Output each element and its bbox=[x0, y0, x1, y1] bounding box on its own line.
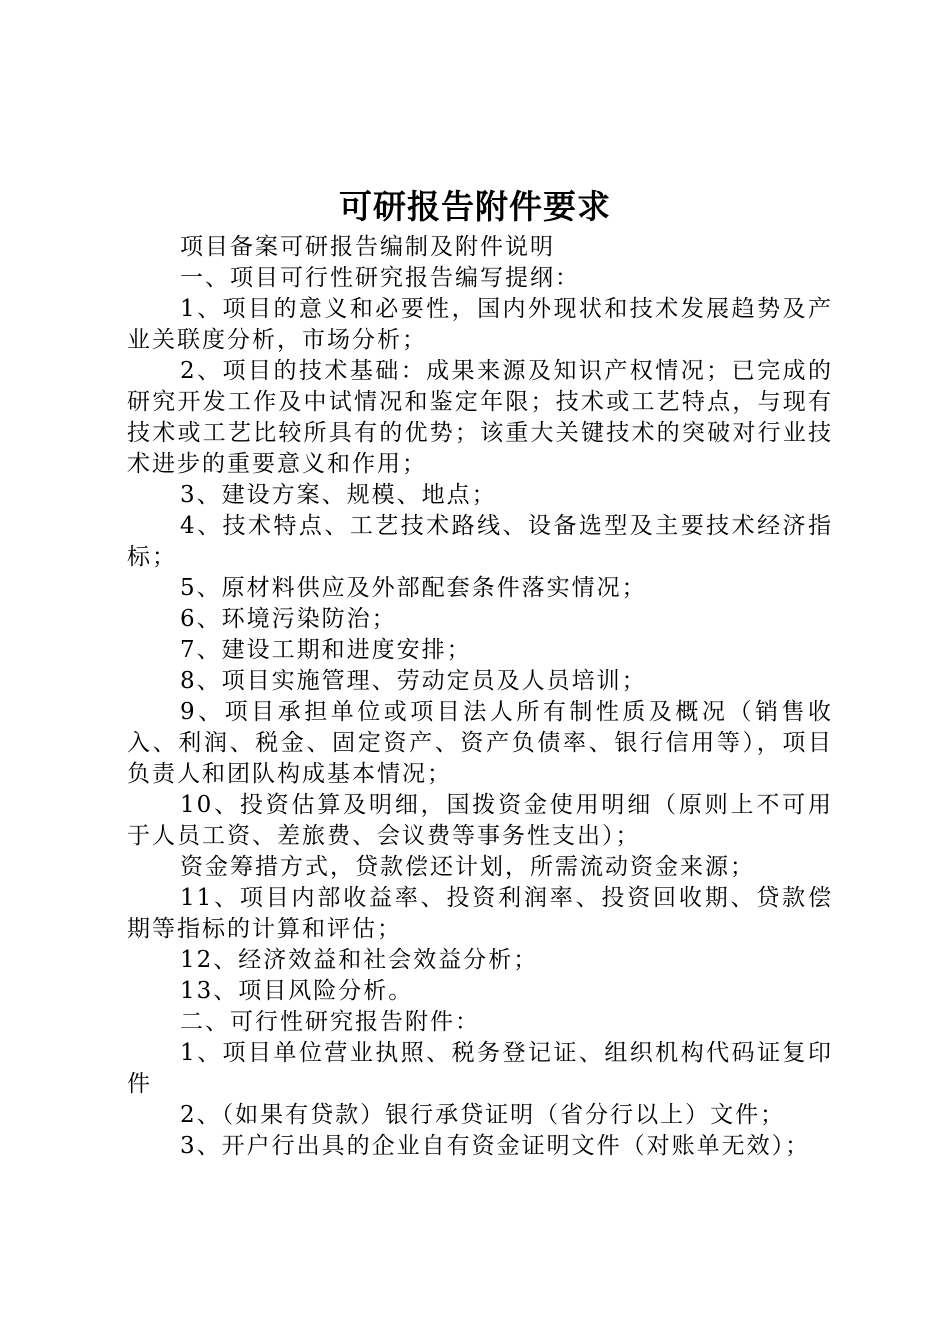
paragraph: 8、项目实施管理、劳动定员及人员培训； bbox=[180, 668, 647, 694]
paragraph: 项目备案可研报告编制及附件说明 bbox=[180, 234, 555, 260]
paragraph: 3、开户行出具的企业自有资金证明文件（对账单无效）； bbox=[180, 1133, 811, 1159]
paragraph: 9、项目承担单位或项目法人所有制性质及概况（销售收入、利润、税金、固定资产、资产负债率、银行信用等），项目负责人和团队构成基本情况； bbox=[127, 699, 833, 787]
paragraph: 4、技术特点、工艺技术路线、设备选型及主要技术经济指标； bbox=[127, 513, 833, 570]
paragraph: 12、经济效益和社会效益分析； bbox=[180, 947, 539, 973]
document-title: 可研报告附件要求 bbox=[339, 187, 611, 226]
paragraph: 7、建设工期和进度安排； bbox=[180, 637, 472, 663]
paragraph: 5、原材料供应及外部配套条件落实情况； bbox=[180, 575, 647, 601]
section-heading: 二、可行性研究报告附件： bbox=[180, 1009, 480, 1035]
paragraph: 1、项目单位营业执照、税务登记证、组织机构代码证复印件 bbox=[127, 1040, 833, 1097]
paragraph: 3、建设方案、规模、地点； bbox=[180, 482, 497, 508]
paragraph: 6、环境污染防治； bbox=[180, 606, 397, 632]
paragraph: 2、项目的技术基础：成果来源及知识产权情况；已完成的研究开发工作及中试情况和鉴定年限；技术或工艺特点，与现有技术或工艺比较所具有的优势；该重大关键技术的突破对行业技术进步的重要意义和作用； bbox=[127, 358, 833, 477]
paragraph: 10、投资估算及明细，国拨资金使用明细（原则上不可用于人员工资、差旅费、会议费等事务性支出）； bbox=[127, 792, 833, 849]
paragraph: 2、（如果有贷款）银行承贷证明（省分行以上）文件； bbox=[180, 1102, 786, 1128]
document-body bbox=[127, 232, 833, 1162]
paragraph: 1、项目的意义和必要性，国内外现状和技术发展趋势及产业关联度分析，市场分析； bbox=[127, 296, 833, 353]
paragraph: 11、项目内部收益率、投资利润率、投资回收期、贷款偿期等指标的计算和评估； bbox=[127, 885, 833, 942]
paragraph: 资金筹措方式，贷款偿还计划，所需流动资金来源； bbox=[180, 854, 755, 880]
section-heading: 一、项目可行性研究报告编写提纲： bbox=[180, 265, 580, 291]
paragraph: 13、项目风险分析。 bbox=[180, 978, 414, 1004]
